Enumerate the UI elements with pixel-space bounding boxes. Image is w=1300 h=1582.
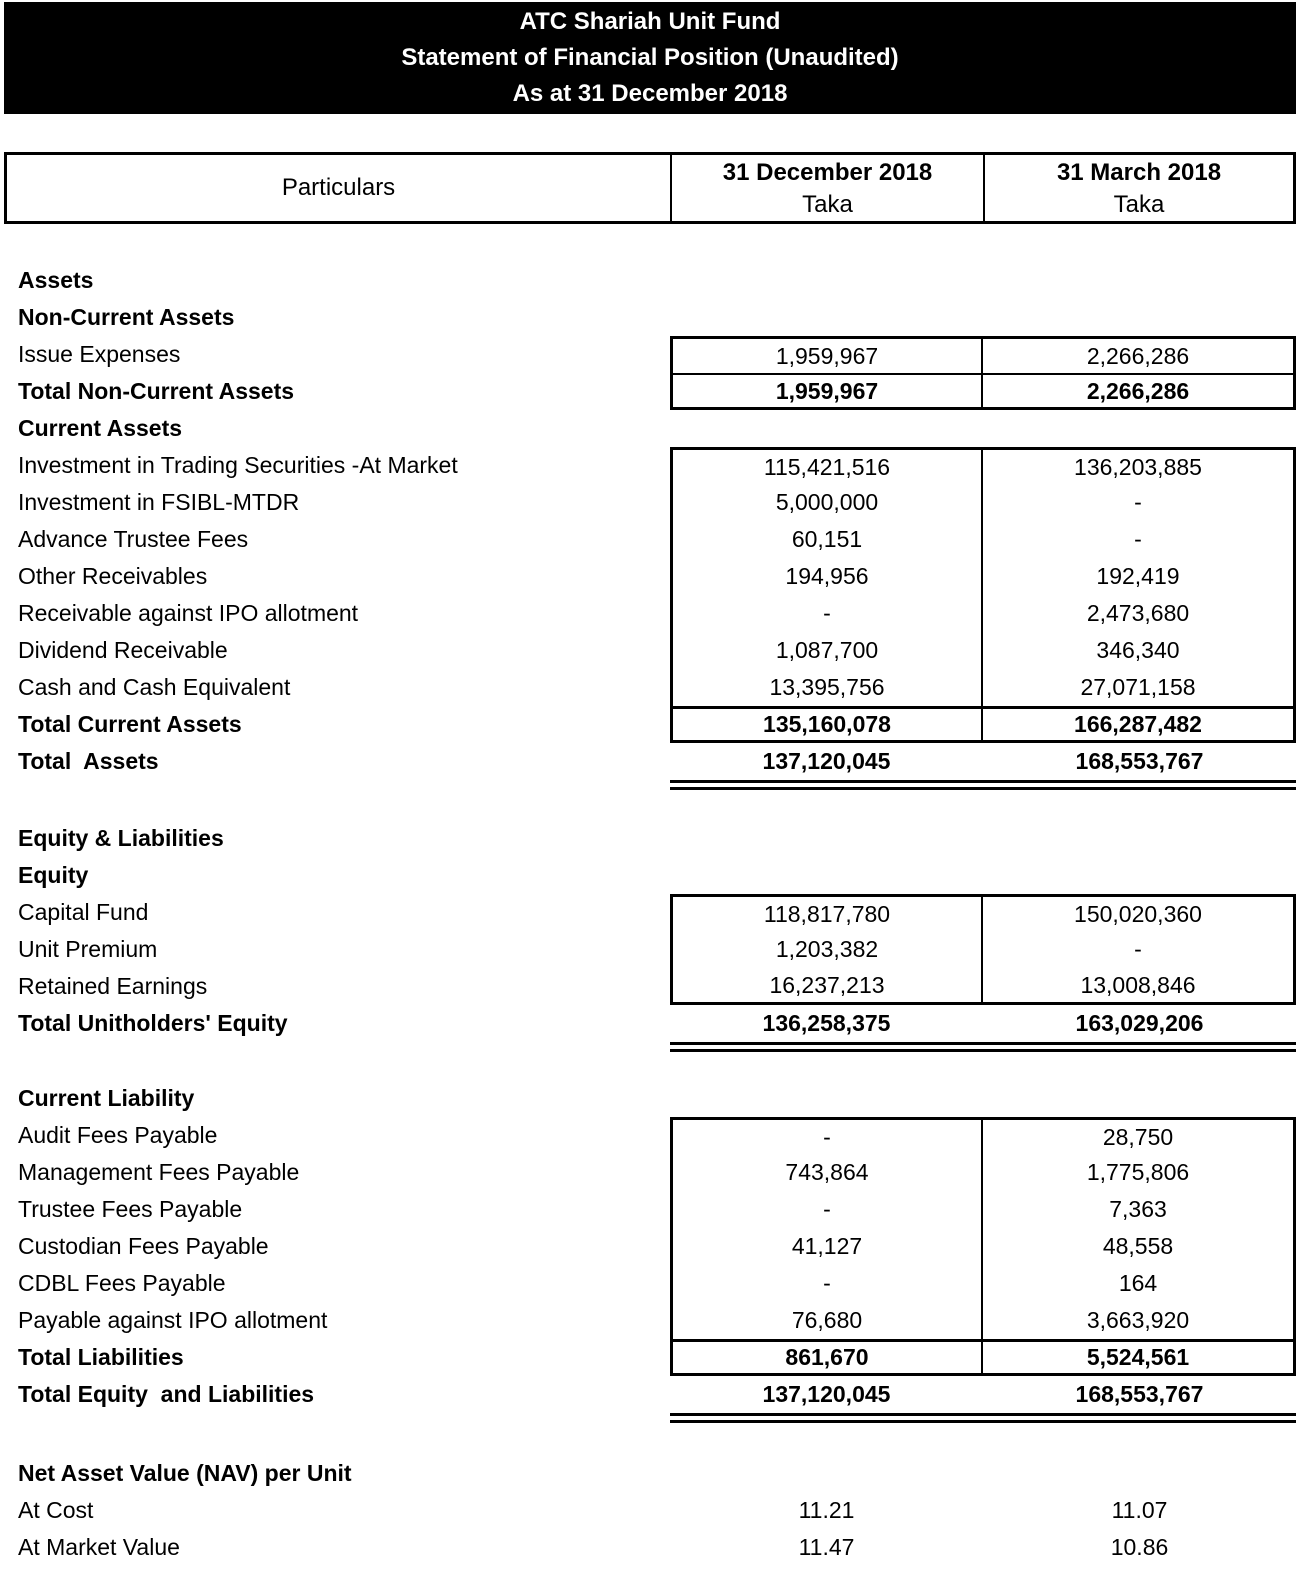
section-current-liability — [4, 1080, 1296, 1117]
section-label: Equity & Liabilities — [18, 825, 224, 851]
row-label: Advance Trustee Fees — [18, 526, 249, 552]
december-column-header — [670, 155, 983, 221]
row-unit-premium — [4, 931, 1296, 968]
mar-value: - — [983, 521, 1296, 558]
dec-value: 115,421,516 — [670, 447, 983, 484]
mar-value: 2,266,286 — [983, 373, 1296, 410]
mar-value: 2,266,286 — [983, 336, 1296, 373]
row-label: Retained Earnings — [18, 973, 208, 999]
row-label: Total Liabilities — [18, 1344, 184, 1370]
mar-value: 2,473,680 — [983, 595, 1296, 632]
row-total-assets — [4, 743, 1296, 780]
dec-value: 137,120,045 — [762, 748, 891, 774]
row-total-non-current-assets — [4, 373, 1296, 410]
row-nav-at-market-value — [4, 1529, 1296, 1566]
row-issue-expenses — [4, 336, 1296, 373]
section-equity — [4, 857, 1296, 894]
row-label: Total Assets — [18, 748, 159, 774]
row-total-unitholders-equity — [4, 1005, 1296, 1042]
row-label: Audit Fees Payable — [18, 1122, 218, 1148]
row-label: Investment in FSIBL-MTDR — [18, 489, 300, 515]
statement-title: Statement of Financial Position (Unaudited) — [401, 44, 899, 71]
mar-value: 10.86 — [1110, 1534, 1169, 1560]
mar-value: - — [983, 484, 1296, 521]
dec-value: 11.21 — [798, 1497, 855, 1523]
row-retained-earnings — [4, 968, 1296, 1005]
row-label: Total Current Assets — [18, 711, 242, 737]
mar-value: 346,340 — [983, 632, 1296, 669]
row-label: Issue Expenses — [18, 341, 181, 367]
mar-value: 1,775,806 — [983, 1154, 1296, 1191]
dec-value: 41,127 — [670, 1228, 983, 1265]
march-column-title: 31 March 2018 — [1056, 159, 1222, 186]
dec-value: - — [670, 1191, 983, 1228]
mar-value: 7,363 — [983, 1191, 1296, 1228]
row-label: Total Non-Current Assets — [18, 378, 295, 404]
double-rule-total-equity-and-liabilities — [670, 1413, 1296, 1423]
mar-value: 164 — [983, 1265, 1296, 1302]
spacer — [0, 114, 1300, 152]
particulars-header-cell — [7, 155, 670, 221]
mar-value: 192,419 — [983, 558, 1296, 595]
section-non-current-assets — [4, 299, 1296, 336]
statement-body — [4, 262, 1296, 1566]
section-current-assets — [4, 410, 1296, 447]
row-label: Total Equity and Liabilities — [18, 1381, 315, 1407]
dec-value: 60,151 — [670, 521, 983, 558]
mar-value: 163,029,206 — [1075, 1010, 1204, 1036]
mar-value: 27,071,158 — [983, 669, 1296, 706]
row-label: CDBL Fees Payable — [18, 1270, 226, 1296]
section-label: Current Assets — [18, 415, 183, 441]
row-nav-at-cost — [4, 1492, 1296, 1529]
row-label: Total Unitholders' Equity — [18, 1010, 288, 1036]
document-title-banner — [4, 2, 1296, 114]
fund-name: ATC Shariah Unit Fund — [519, 8, 781, 35]
section-nav-per-unit — [4, 1455, 1296, 1492]
double-rule-total-assets — [670, 780, 1296, 790]
mar-value: 150,020,360 — [983, 894, 1296, 931]
row-label: Capital Fund — [18, 899, 149, 925]
spacer — [4, 1423, 1296, 1455]
row-label: Payable against IPO allotment — [18, 1307, 328, 1333]
december-column-title: 31 December 2018 — [722, 159, 933, 186]
row-receivable-ipo-allotment — [4, 595, 1296, 632]
row-label: At Cost — [18, 1497, 94, 1523]
row-cash-and-cash-equivalent — [4, 669, 1296, 706]
march-column-unit: Taka — [1113, 191, 1165, 218]
row-dividend-receivable — [4, 632, 1296, 669]
section-assets — [4, 262, 1296, 299]
mar-value: - — [983, 931, 1296, 968]
dec-value: 135,160,078 — [670, 706, 983, 743]
december-column-unit: Taka — [802, 191, 853, 218]
row-trustee-fees-payable — [4, 1191, 1296, 1228]
section-label: Net Asset Value (NAV) per Unit — [18, 1460, 352, 1486]
row-investment-fsibl-mtdr — [4, 484, 1296, 521]
dec-value: - — [670, 595, 983, 632]
mar-value: 168,553,767 — [1075, 748, 1204, 774]
section-label: Non-Current Assets — [18, 304, 235, 330]
row-audit-fees-payable — [4, 1117, 1296, 1154]
row-label: Unit Premium — [18, 936, 158, 962]
dec-value: 137,120,045 — [762, 1381, 891, 1407]
mar-value: 28,750 — [983, 1117, 1296, 1154]
dec-value: 194,956 — [670, 558, 983, 595]
statement-date: As at 31 December 2018 — [512, 80, 788, 107]
row-payable-ipo-allotment — [4, 1302, 1296, 1339]
row-label: Custodian Fees Payable — [18, 1233, 269, 1259]
row-label: Receivable against IPO allotment — [18, 600, 359, 626]
double-rule-total-unitholders-equity — [670, 1042, 1296, 1052]
dec-value: 1,203,382 — [670, 931, 983, 968]
row-label: Cash and Cash Equivalent — [18, 674, 291, 700]
dec-value: 1,959,967 — [670, 373, 983, 410]
dec-value: 1,959,967 — [670, 336, 983, 373]
section-equity-and-liabilities — [4, 820, 1296, 857]
particulars-label: Particulars — [281, 174, 396, 201]
row-label: Management Fees Payable — [18, 1159, 300, 1185]
row-investment-trading-securities — [4, 447, 1296, 484]
spacer — [4, 1052, 1296, 1080]
row-label: Investment in Trading Securities -At Market — [18, 452, 458, 478]
row-label: Trustee Fees Payable — [18, 1196, 243, 1222]
dec-value: 1,087,700 — [670, 632, 983, 669]
dec-value: - — [670, 1117, 983, 1154]
row-capital-fund — [4, 894, 1296, 931]
dec-value: - — [670, 1265, 983, 1302]
row-total-equity-and-liabilities — [4, 1376, 1296, 1413]
dec-value: 136,258,375 — [762, 1010, 891, 1036]
row-total-liabilities — [4, 1339, 1296, 1376]
row-other-receivables — [4, 558, 1296, 595]
mar-value: 13,008,846 — [983, 968, 1296, 1005]
mar-value: 48,558 — [983, 1228, 1296, 1265]
dec-value: 861,670 — [670, 1339, 983, 1376]
mar-value: 136,203,885 — [983, 447, 1296, 484]
dec-value: 11.47 — [798, 1534, 855, 1560]
row-management-fees-payable — [4, 1154, 1296, 1191]
dec-value: 743,864 — [670, 1154, 983, 1191]
row-custodian-fees-payable — [4, 1228, 1296, 1265]
row-label: Other Receivables — [18, 563, 208, 589]
table-header — [4, 152, 1296, 224]
dec-value: 13,395,756 — [670, 669, 983, 706]
row-advance-trustee-fees — [4, 521, 1296, 558]
row-label: At Market Value — [18, 1534, 180, 1560]
dec-value: 118,817,780 — [670, 894, 983, 931]
mar-value: 3,663,920 — [983, 1302, 1296, 1339]
row-total-current-assets — [4, 706, 1296, 743]
mar-value: 11.07 — [1111, 1497, 1168, 1523]
dec-value: 16,237,213 — [670, 968, 983, 1005]
spacer — [4, 790, 1296, 820]
spacer — [0, 224, 1300, 262]
row-cdbl-fees-payable — [4, 1265, 1296, 1302]
mar-value: 5,524,561 — [983, 1339, 1296, 1376]
march-column-header — [983, 155, 1293, 221]
row-label: Dividend Receivable — [18, 637, 228, 663]
section-label: Current Liability — [18, 1085, 195, 1111]
section-label: Assets — [18, 267, 94, 293]
section-label: Equity — [18, 862, 89, 888]
mar-value: 168,553,767 — [1075, 1381, 1204, 1407]
mar-value: 166,287,482 — [983, 706, 1296, 743]
dec-value: 76,680 — [670, 1302, 983, 1339]
dec-value: 5,000,000 — [670, 484, 983, 521]
